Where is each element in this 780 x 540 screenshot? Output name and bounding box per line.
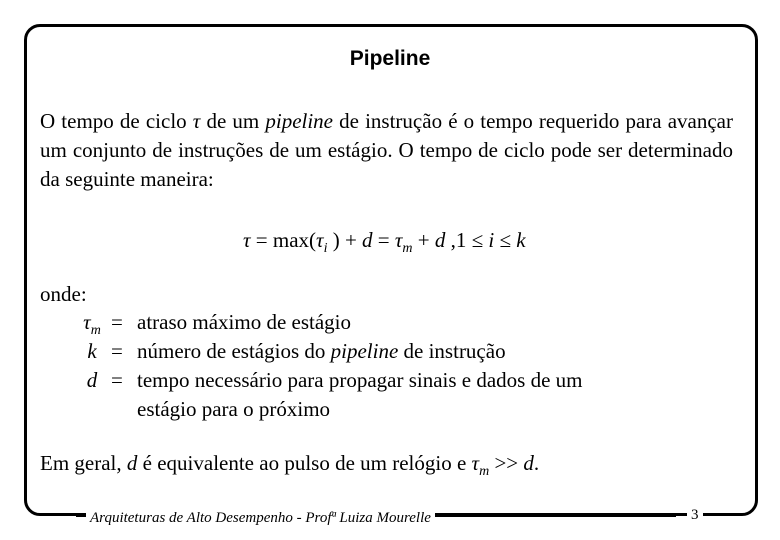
- formula-d: d: [362, 228, 373, 252]
- symbol-sub-m: m: [90, 323, 101, 338]
- formula-tau-i: τ: [316, 228, 324, 252]
- general-d: d: [126, 451, 138, 475]
- general-statement: [40, 451, 539, 480]
- formula-tau: τ: [243, 228, 251, 252]
- general-tau: τ: [471, 451, 480, 475]
- formula-plus: ) +: [327, 228, 363, 252]
- tau-symbol: τ: [192, 109, 201, 133]
- definition-desc-cont: estágio para o próximo: [137, 397, 331, 421]
- formula-equals: =: [372, 228, 395, 252]
- onde-label: onde:: [40, 282, 87, 306]
- desc-text-b: de instrução: [398, 339, 506, 363]
- definition-desc: [137, 337, 506, 366]
- formula-plus-2: +: [412, 228, 435, 252]
- definition-equals: =: [111, 310, 123, 334]
- general-gg: >>: [489, 451, 524, 475]
- desc-pipeline: pipeline: [330, 339, 399, 363]
- para-text-3: de instrução é o tempo requerido para avançar um conjunto de instruções de um estágio. O tempo de ciclo pode ser determinado da seguinte maneira:: [40, 109, 733, 191]
- definition-equals: =: [111, 339, 123, 363]
- formula-sub-i: i: [323, 241, 328, 256]
- page-number: 3: [687, 507, 703, 524]
- general-sub-m: m: [479, 464, 490, 479]
- intro-paragraph: [40, 107, 733, 194]
- formula-le: ≤: [494, 228, 517, 252]
- definition-desc: tempo necessário para propagar sinais e dados de um: [137, 368, 583, 392]
- formula-tau-m: τ: [394, 228, 403, 252]
- general-text-a: Em geral,: [40, 451, 127, 475]
- symbol-tau: τ: [83, 310, 91, 334]
- pipeline-term: pipeline: [265, 109, 334, 133]
- formula-k: k: [516, 228, 526, 252]
- general-dot: .: [533, 451, 540, 475]
- footer-text: Arquiteturas de Alto Desempenho - Profª Luiza Mourelle: [86, 510, 435, 527]
- definition-symbol: k: [87, 339, 97, 363]
- desc-text-a: número de estágios do: [137, 339, 331, 363]
- definition-symbol: d: [86, 368, 98, 392]
- para-text-1: O tempo de ciclo: [40, 109, 193, 133]
- slide-title: Pipeline: [349, 47, 431, 70]
- formula-max: = max(: [250, 228, 317, 252]
- general-d-2: d: [523, 451, 534, 475]
- para-text-2: de um: [200, 109, 266, 133]
- formula-sub-m: m: [402, 241, 413, 256]
- formula-d-2: d: [434, 228, 446, 252]
- general-text-b: é equivalente ao pulso de um relógio e: [137, 451, 472, 475]
- slide-frame: [24, 24, 758, 516]
- formula-i: i: [488, 228, 495, 252]
- formula-range: ,1 ≤: [445, 228, 489, 252]
- definition-equals: =: [111, 368, 123, 392]
- definition-desc: atraso máximo de estágio: [137, 310, 352, 334]
- cycle-time-formula: [243, 228, 526, 257]
